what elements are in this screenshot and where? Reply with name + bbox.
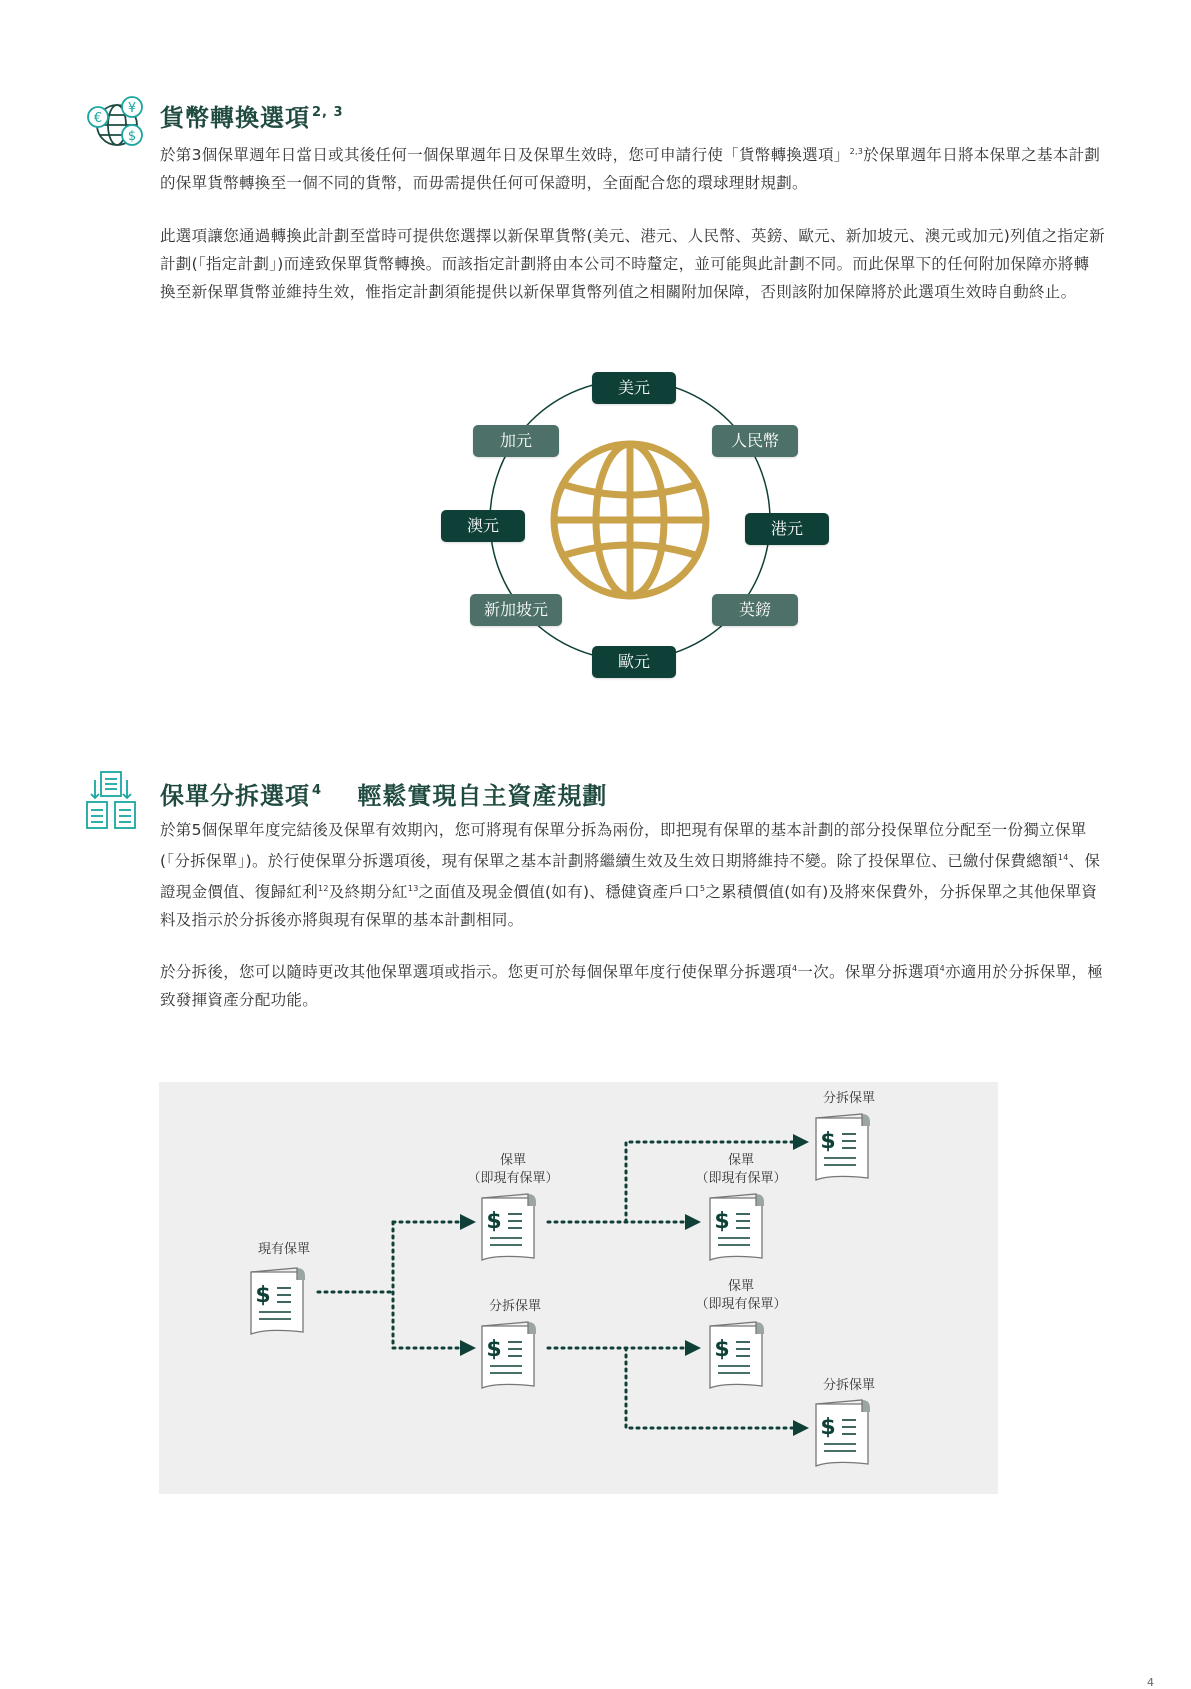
- label-policy-2: 保單 （即現有保單）: [695, 1153, 787, 1186]
- label-existing-policy: 現有保單: [257, 1242, 310, 1257]
- split-doc-icon-1: [478, 1320, 538, 1392]
- svg-text:$: $: [255, 1283, 271, 1308]
- label-policy-3: 保單 （即現有保單）: [695, 1279, 787, 1312]
- label-split-policy-1: 分拆保單: [488, 1299, 541, 1314]
- currency-usd: 美元: [592, 372, 676, 404]
- svg-text:$: $: [820, 1129, 836, 1154]
- currency-gbp: 英鎊: [712, 594, 798, 626]
- svg-text:$: $: [486, 1209, 502, 1234]
- label-policy-1: 保單 （即現有保單）: [467, 1153, 559, 1186]
- currency-eur: 歐元: [592, 646, 676, 678]
- svg-text:$: $: [127, 129, 137, 144]
- currency-aud: 澳元: [441, 510, 525, 542]
- section-title-currency: 貨幣轉換選項 $^{2, 3}$: [160, 104, 344, 132]
- svg-text:$: $: [714, 1337, 730, 1362]
- currency-paragraph-1: 於第3個保單週年日當日或其後任何一個保單週年日及保單生效時，您可申請行使「貨幣轉換選項」$^{2,3}$於保單週年日將本保單之基本計劃的保單貨幣轉換至一個不同的貨幣，而毋需提供任何可保證明，全面配合您的環球理財規劃。: [160, 146, 1101, 192]
- currency-cad: 加元: [473, 425, 559, 457]
- currency-rmb: 人民幣: [712, 425, 798, 457]
- page-number: 4: [1147, 1676, 1154, 1689]
- split-doc-icon-3: [812, 1398, 872, 1470]
- currency-hkd: 港元: [745, 513, 829, 545]
- existing-policy-doc-icon: [247, 1266, 307, 1338]
- svg-text:¥: ¥: [127, 101, 137, 116]
- split-paragraph-1: 於第5個保單年度完結後及保單有效期內，您可將現有保單分拆為兩份，即把現有保單的基本計劃的部分投保單位分配至一份獨立保單(「分拆保單」)。於行使保單分拆選項後，現有保單之基本計劃將繼續生效及生效日期將維持不變。除了投保單位、已繳付保費總額$^{14}$、保證現金價值、復歸紅利$^{12}$及終期分紅$^{13}$之面值及現金價值(如有)、穩健資產戶口$^5$之累積價值(如有)及將來保費外，分拆保單之其他保單資料及指示於分拆後亦將與現有保單的基本計劃相同。: [160, 821, 1101, 929]
- svg-text:€: €: [93, 111, 103, 126]
- label-split-policy-2: 分拆保單: [822, 1091, 875, 1106]
- svg-text:$: $: [486, 1337, 502, 1362]
- svg-text:$: $: [820, 1415, 836, 1440]
- policy-doc-icon-3: [706, 1320, 766, 1392]
- svg-text:$: $: [714, 1209, 730, 1234]
- section-title-policy-split: 保單分拆選項 $^4$ 輕鬆實現自主資產規劃: [160, 782, 608, 810]
- section-subtitle: 輕鬆實現自主資產規劃: [357, 782, 608, 810]
- split-doc-icon-2: [812, 1112, 872, 1184]
- currency-paragraph-2: 此選項讓您通過轉換此計劃至當時可提供您選擇以新保單貨幣(美元、港元、人民幣、英鎊、歐元、新加坡元、澳元或加元)列值之指定新計劃(「指定計劃」)而達致保單貨幣轉換。而該指定計劃將由本公司不時釐定，並可能與此計劃不同。而此保單下的任何附加保障亦將轉換至新保單貨幣並維持生效，惟指定計劃須能提供以新保單貨幣列值之相關附加保障，否則該附加保障將於此選項生效時自動終止。: [160, 227, 1105, 301]
- policy-doc-icon-2: [706, 1192, 766, 1264]
- currency-sgd: 新加坡元: [470, 594, 562, 626]
- split-paragraph-2: 於分拆後，您可以隨時更改其他保單選項或指示。您更可於每個保單年度行使保單分拆選項$^4$一次。保單分拆選項$^4$亦適用於分拆保單，極致發揮資產分配功能。: [160, 963, 1104, 1009]
- label-split-policy-3: 分拆保單: [822, 1378, 875, 1393]
- policy-doc-icon-1: [478, 1192, 538, 1264]
